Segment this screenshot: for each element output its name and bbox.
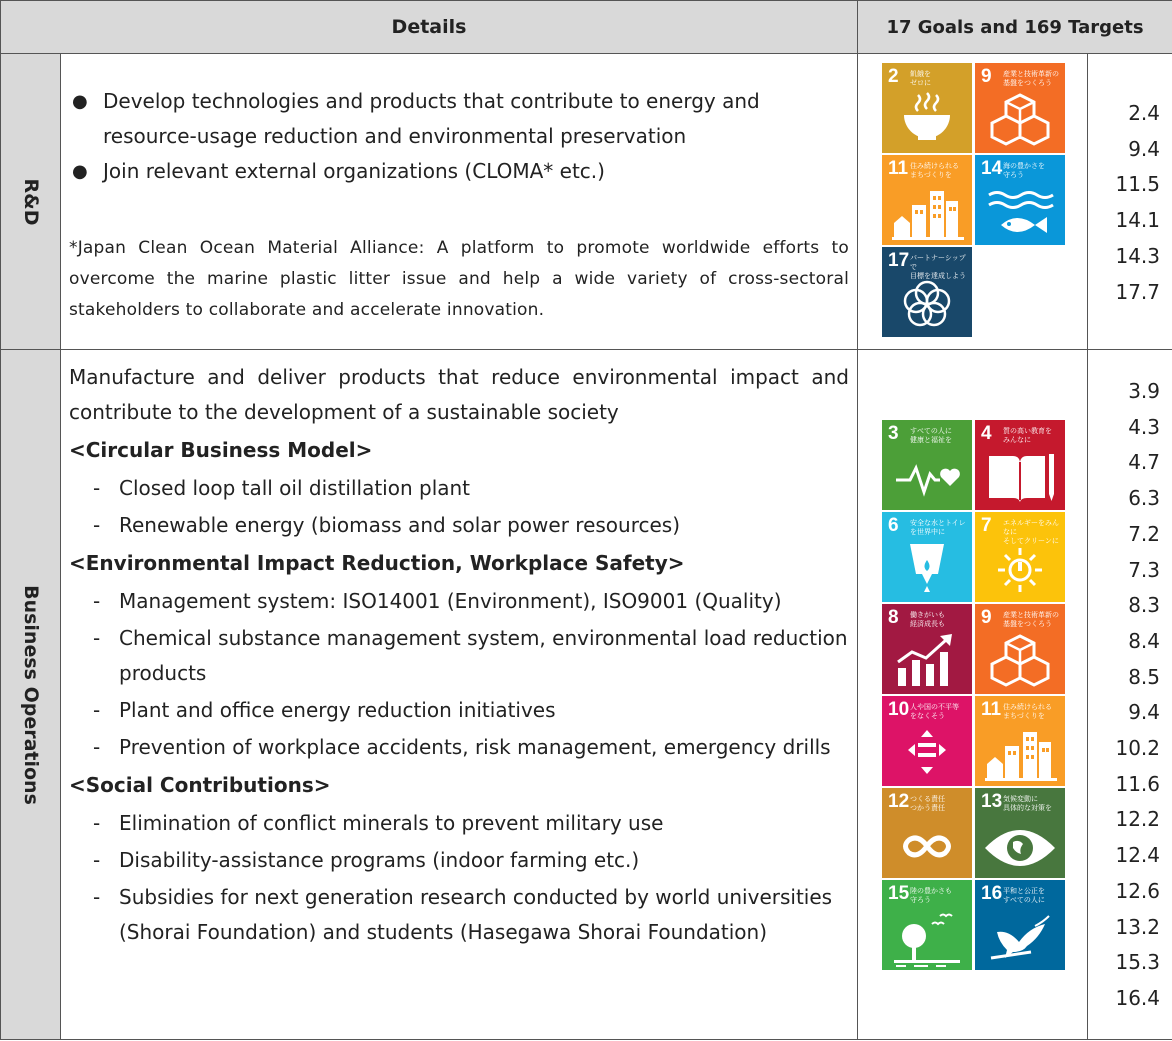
target-number: 2.4 bbox=[1128, 101, 1161, 125]
goal-title-jp: 気候変動に 具体的な対策を bbox=[1003, 795, 1052, 812]
goal-title-jp: 住み続けられる まちづくりを bbox=[1003, 703, 1052, 720]
target-number: 9.4 bbox=[1128, 700, 1161, 725]
goal-number: 11 bbox=[888, 158, 909, 179]
target-number: 12.4 bbox=[1115, 843, 1161, 868]
section-heading: <Social Contributions> bbox=[69, 773, 331, 797]
ops-lead: Manufacture and deliver products that reduce environmental impact and contribute to the development of a sustainable society bbox=[69, 365, 849, 424]
sdg-goal-10-tile bbox=[882, 696, 972, 786]
goal-number: 3 bbox=[888, 423, 899, 444]
rd-details-cell bbox=[61, 54, 858, 350]
goals-header: 17 Goals and 169 Targets bbox=[858, 1, 1172, 54]
target-number: 3.9 bbox=[1128, 379, 1161, 403]
rd-bullet: ● Develop technologies and products that contribute to energy and resource-usage reduction and environmental preservation bbox=[69, 84, 849, 154]
list-item: - Renewable energy (biomass and solar power resources) bbox=[69, 508, 849, 543]
target-number: 4.3 bbox=[1128, 414, 1161, 439]
sdg-goal-17-tile bbox=[882, 247, 972, 337]
target-number: 16.4 bbox=[1115, 985, 1161, 1010]
goal-title-jp: 飢餓を ゼロに bbox=[910, 70, 931, 87]
target-number: 11.6 bbox=[1115, 771, 1161, 796]
sdg-goal-11-tile bbox=[975, 696, 1065, 786]
sdg-goal-9-tile bbox=[975, 63, 1065, 153]
target-number: 8.5 bbox=[1128, 664, 1161, 689]
sdg-goal-15-tile bbox=[882, 880, 972, 970]
sdg-goal-9-tile bbox=[975, 604, 1065, 694]
goal-title-jp: 住み続けられる まちづくりを bbox=[910, 162, 959, 179]
list-item: - Chemical substance management system, environmental load reduction products bbox=[69, 621, 849, 691]
goal-number: 9 bbox=[981, 66, 992, 87]
list-item: - Elimination of conflict minerals to prevent military use bbox=[69, 806, 849, 841]
rd-label: R&D bbox=[19, 178, 42, 225]
ops-row bbox=[1, 350, 1172, 1040]
target-number: 12.6 bbox=[1115, 878, 1161, 903]
list-item: - Prevention of workplace accidents, risk management, emergency drills bbox=[69, 730, 849, 765]
goal-title-jp: 陸の豊かさも 守ろう bbox=[910, 887, 952, 904]
target-number: 8.3 bbox=[1128, 593, 1161, 618]
sdg-goal-2-tile bbox=[882, 63, 972, 153]
goal-title-jp: エネルギーをみんなに そしてクリーンに bbox=[1003, 519, 1059, 545]
target-number: 9.4 bbox=[1128, 136, 1161, 161]
goal-number: 4 bbox=[981, 423, 992, 444]
goal-number: 9 bbox=[981, 607, 992, 628]
goal-title-jp: パートナーシップで 目標を達成しよう bbox=[910, 254, 966, 280]
section-heading: <Circular Business Model> bbox=[69, 438, 373, 462]
goal-title-jp: 平和と公正を すべての人に bbox=[1003, 887, 1045, 904]
target-number: 11.5 bbox=[1115, 172, 1161, 197]
target-number: 13.2 bbox=[1115, 914, 1161, 939]
goal-number: 2 bbox=[888, 66, 899, 87]
goal-number: 16 bbox=[981, 883, 1003, 904]
rd-icons-cell bbox=[858, 54, 1088, 350]
goal-title-jp: すべての人に 健康と福祉を bbox=[910, 427, 952, 444]
sdg-goal-13-tile bbox=[975, 788, 1065, 878]
list-item: - Subsidies for next generation research conducted by world universities (Shorai Foundation) and students (Hasegawa Shorai Foundation) bbox=[69, 880, 849, 950]
list-item: - Disability-assistance programs (indoor farming etc.) bbox=[69, 843, 849, 878]
goal-number: 14 bbox=[981, 158, 1003, 179]
goal-number: 15 bbox=[888, 883, 910, 904]
sdg-goal-4-tile bbox=[975, 420, 1065, 510]
list-item: - Closed loop tall oil distillation plant bbox=[69, 471, 849, 506]
goal-title-jp: 安全な水とトイレ を世界中に bbox=[910, 519, 966, 536]
target-number: 4.7 bbox=[1128, 450, 1161, 475]
target-number: 14.1 bbox=[1115, 208, 1161, 233]
goal-number: 6 bbox=[888, 515, 899, 536]
target-number: 8.4 bbox=[1128, 628, 1161, 653]
header-row bbox=[1, 1, 1172, 54]
goal-title-jp: 人や国の不平等 をなくそう bbox=[910, 703, 959, 720]
goal-number: 7 bbox=[981, 515, 992, 536]
goal-title-jp: 産業と技術革新の 基盤をつくろう bbox=[1003, 70, 1059, 87]
goal-title-jp: 海の豊かさを 守ろう bbox=[1003, 162, 1045, 179]
ops-details-cell bbox=[61, 350, 858, 1040]
goal-title-jp: つくる責任 つかう責任 bbox=[910, 795, 945, 812]
goal-title-jp: 質の高い教育を みんなに bbox=[1003, 427, 1052, 444]
sdg-goal-14-tile bbox=[975, 155, 1065, 245]
sdg-goal-12-tile bbox=[882, 788, 972, 878]
details-header: Details bbox=[1, 1, 858, 54]
target-number: 12.2 bbox=[1115, 807, 1161, 832]
ops-icons-cell bbox=[858, 350, 1088, 1040]
goal-number: 13 bbox=[981, 791, 1003, 812]
target-number: 17.7 bbox=[1115, 279, 1161, 304]
goal-number: 17 bbox=[888, 250, 910, 271]
ops-label: Business Operations bbox=[19, 584, 42, 805]
target-number: 7.2 bbox=[1128, 521, 1161, 546]
goal-number: 10 bbox=[888, 699, 910, 720]
ops-targets-cell bbox=[1088, 350, 1172, 1040]
section-heading: <Environmental Impact Reduction, Workplace Safety> bbox=[69, 551, 685, 575]
sdg-goal-7-tile bbox=[975, 512, 1065, 602]
rd-footnote: *Japan Clean Ocean Material Alliance: A platform to promote worldwide efforts to overcome the marine plastic litter issue and help a wide variety of cross-sectoral stakeholders to collaborate and accelerate innovation. bbox=[69, 238, 849, 320]
target-number: 10.2 bbox=[1115, 736, 1161, 761]
rd-targets-cell bbox=[1088, 54, 1172, 350]
sdg-goal-8-tile bbox=[882, 604, 972, 694]
ops-side-cell bbox=[1, 350, 61, 1040]
goal-title-jp: 産業と技術革新の 基盤をつくろう bbox=[1003, 611, 1059, 628]
sdg-goal-6-tile bbox=[882, 512, 972, 602]
list-item: - Plant and office energy reduction initiatives bbox=[69, 693, 849, 728]
goal-number: 12 bbox=[888, 791, 910, 812]
rd-row bbox=[1, 54, 1172, 350]
goal-number: 11 bbox=[981, 699, 1002, 720]
target-number: 7.3 bbox=[1128, 557, 1161, 582]
rd-bullet: ● Join relevant external organizations (CLOMA* etc.) bbox=[69, 154, 849, 189]
sdg-goal-11-tile bbox=[882, 155, 972, 245]
target-number: 14.3 bbox=[1115, 243, 1161, 268]
goal-number: 8 bbox=[888, 607, 899, 628]
sdg-goal-3-tile bbox=[882, 420, 972, 510]
rd-side-cell bbox=[1, 54, 61, 350]
target-number: 15.3 bbox=[1115, 950, 1161, 975]
list-item: - Management system: ISO14001 (Environment), ISO9001 (Quality) bbox=[69, 584, 849, 619]
sdg-goal-16-tile bbox=[975, 880, 1065, 970]
target-number: 6.3 bbox=[1128, 486, 1161, 511]
goal-title-jp: 働きがいも 経済成長も bbox=[910, 611, 945, 628]
